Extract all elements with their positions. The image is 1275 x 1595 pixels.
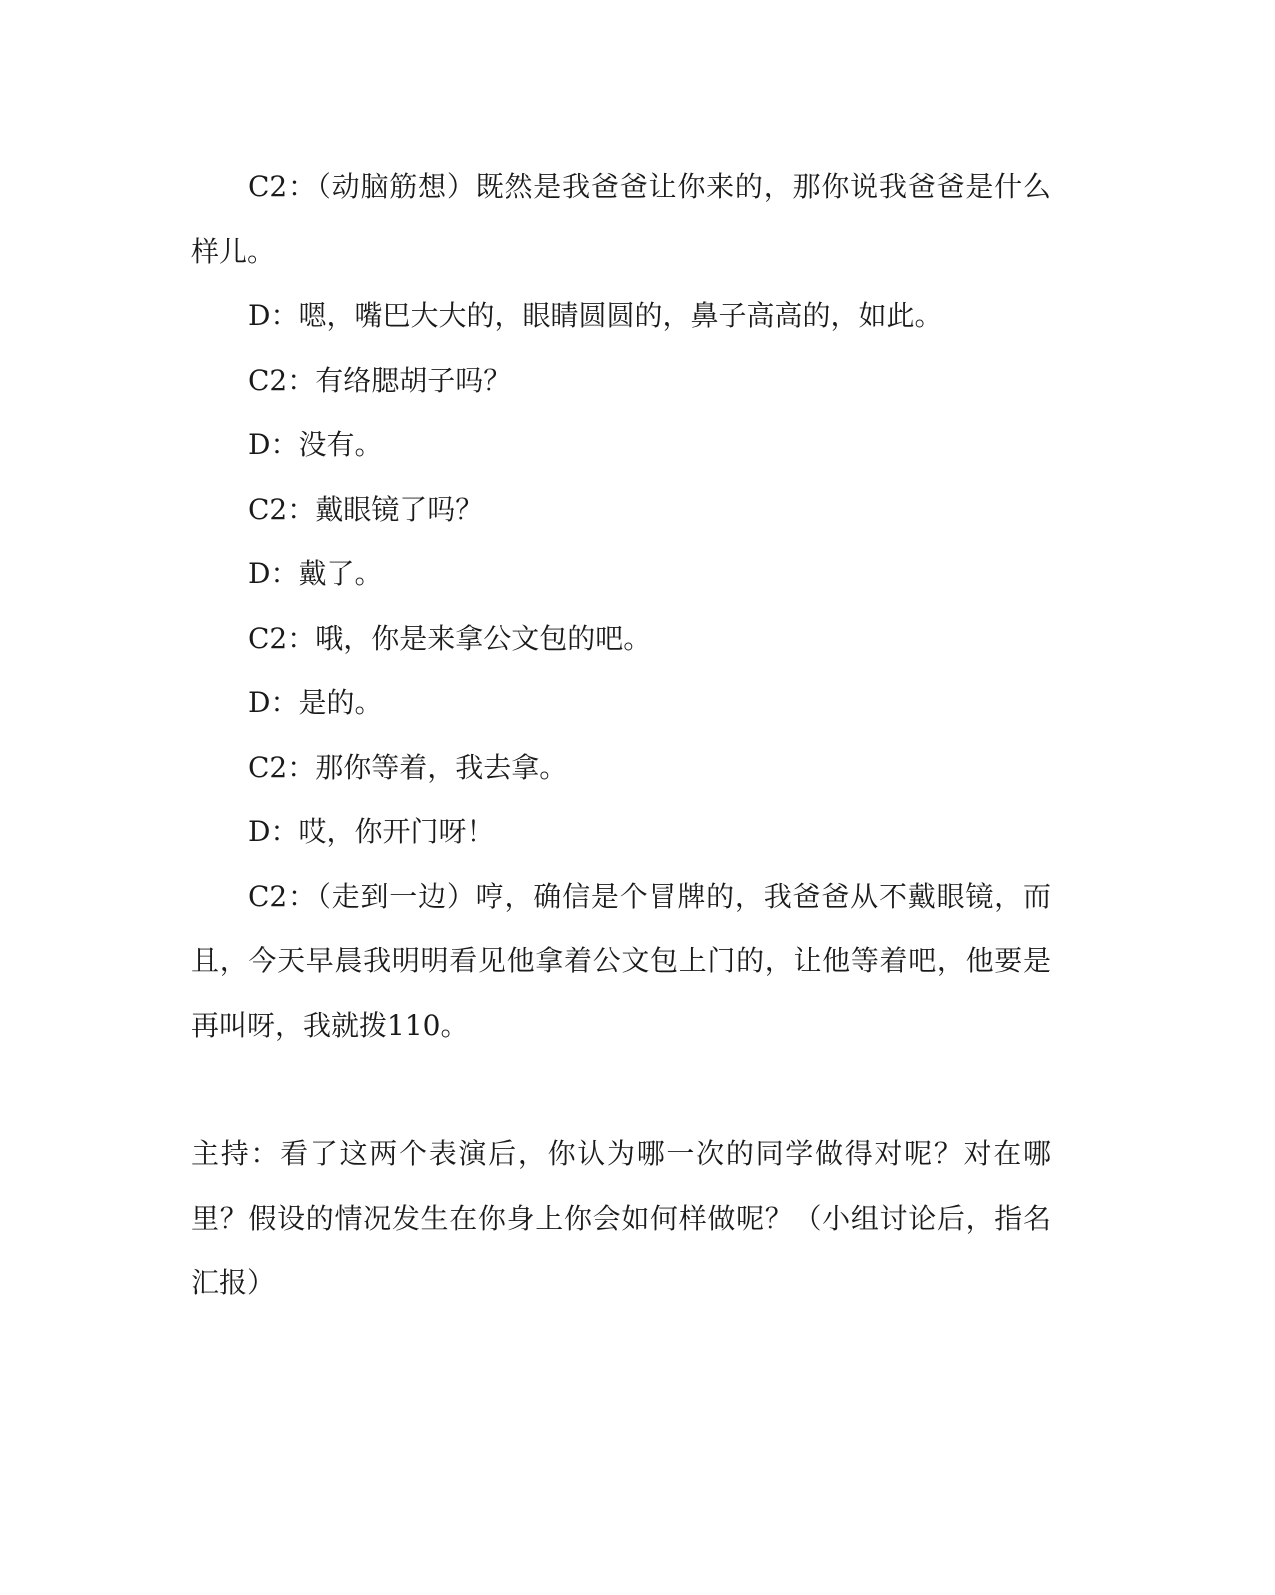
dialogue-line: D：哎，你开门呀！ [248, 815, 495, 848]
document-body [191, 155, 1051, 1316]
dialogue-line: C2：（动脑筋想）既然是我爸爸让你来的，那你说我爸爸是什么样儿。 [191, 170, 1051, 268]
dialogue-line: C2：哦，你是来拿公文包的吧。 [248, 621, 652, 655]
dialogue-line: C2：（走到一边）哼，确信是个冒牌的，我爸爸从不戴眼镜，而且，今天早晨我明明看见他拿着公文包上门的，让他等着吧，他要是再叫呀，我就拨110。 [191, 879, 1051, 1042]
dialogue-line: D：戴了。 [248, 557, 383, 590]
dialogue-line: D：嗯，嘴巴大大的，眼睛圆圆的，鼻子高高的，如此。 [248, 299, 943, 332]
dialogue-line: D：是的。 [248, 686, 383, 719]
dialogue-line: C2：戴眼镜了吗？ [248, 492, 484, 526]
host-paragraph: 主持：看了这两个表演后，你认为哪一次的同学做得对呢？对在哪里？假设的情况发生在你身上你会如何样做呢？（小组讨论后，指名汇报） [191, 1137, 1051, 1299]
dialogue-line: C2：有络腮胡子吗？ [248, 363, 512, 397]
dialogue-line: D：没有。 [248, 428, 383, 461]
dialogue-line: C2：那你等着，我去拿。 [248, 750, 568, 784]
